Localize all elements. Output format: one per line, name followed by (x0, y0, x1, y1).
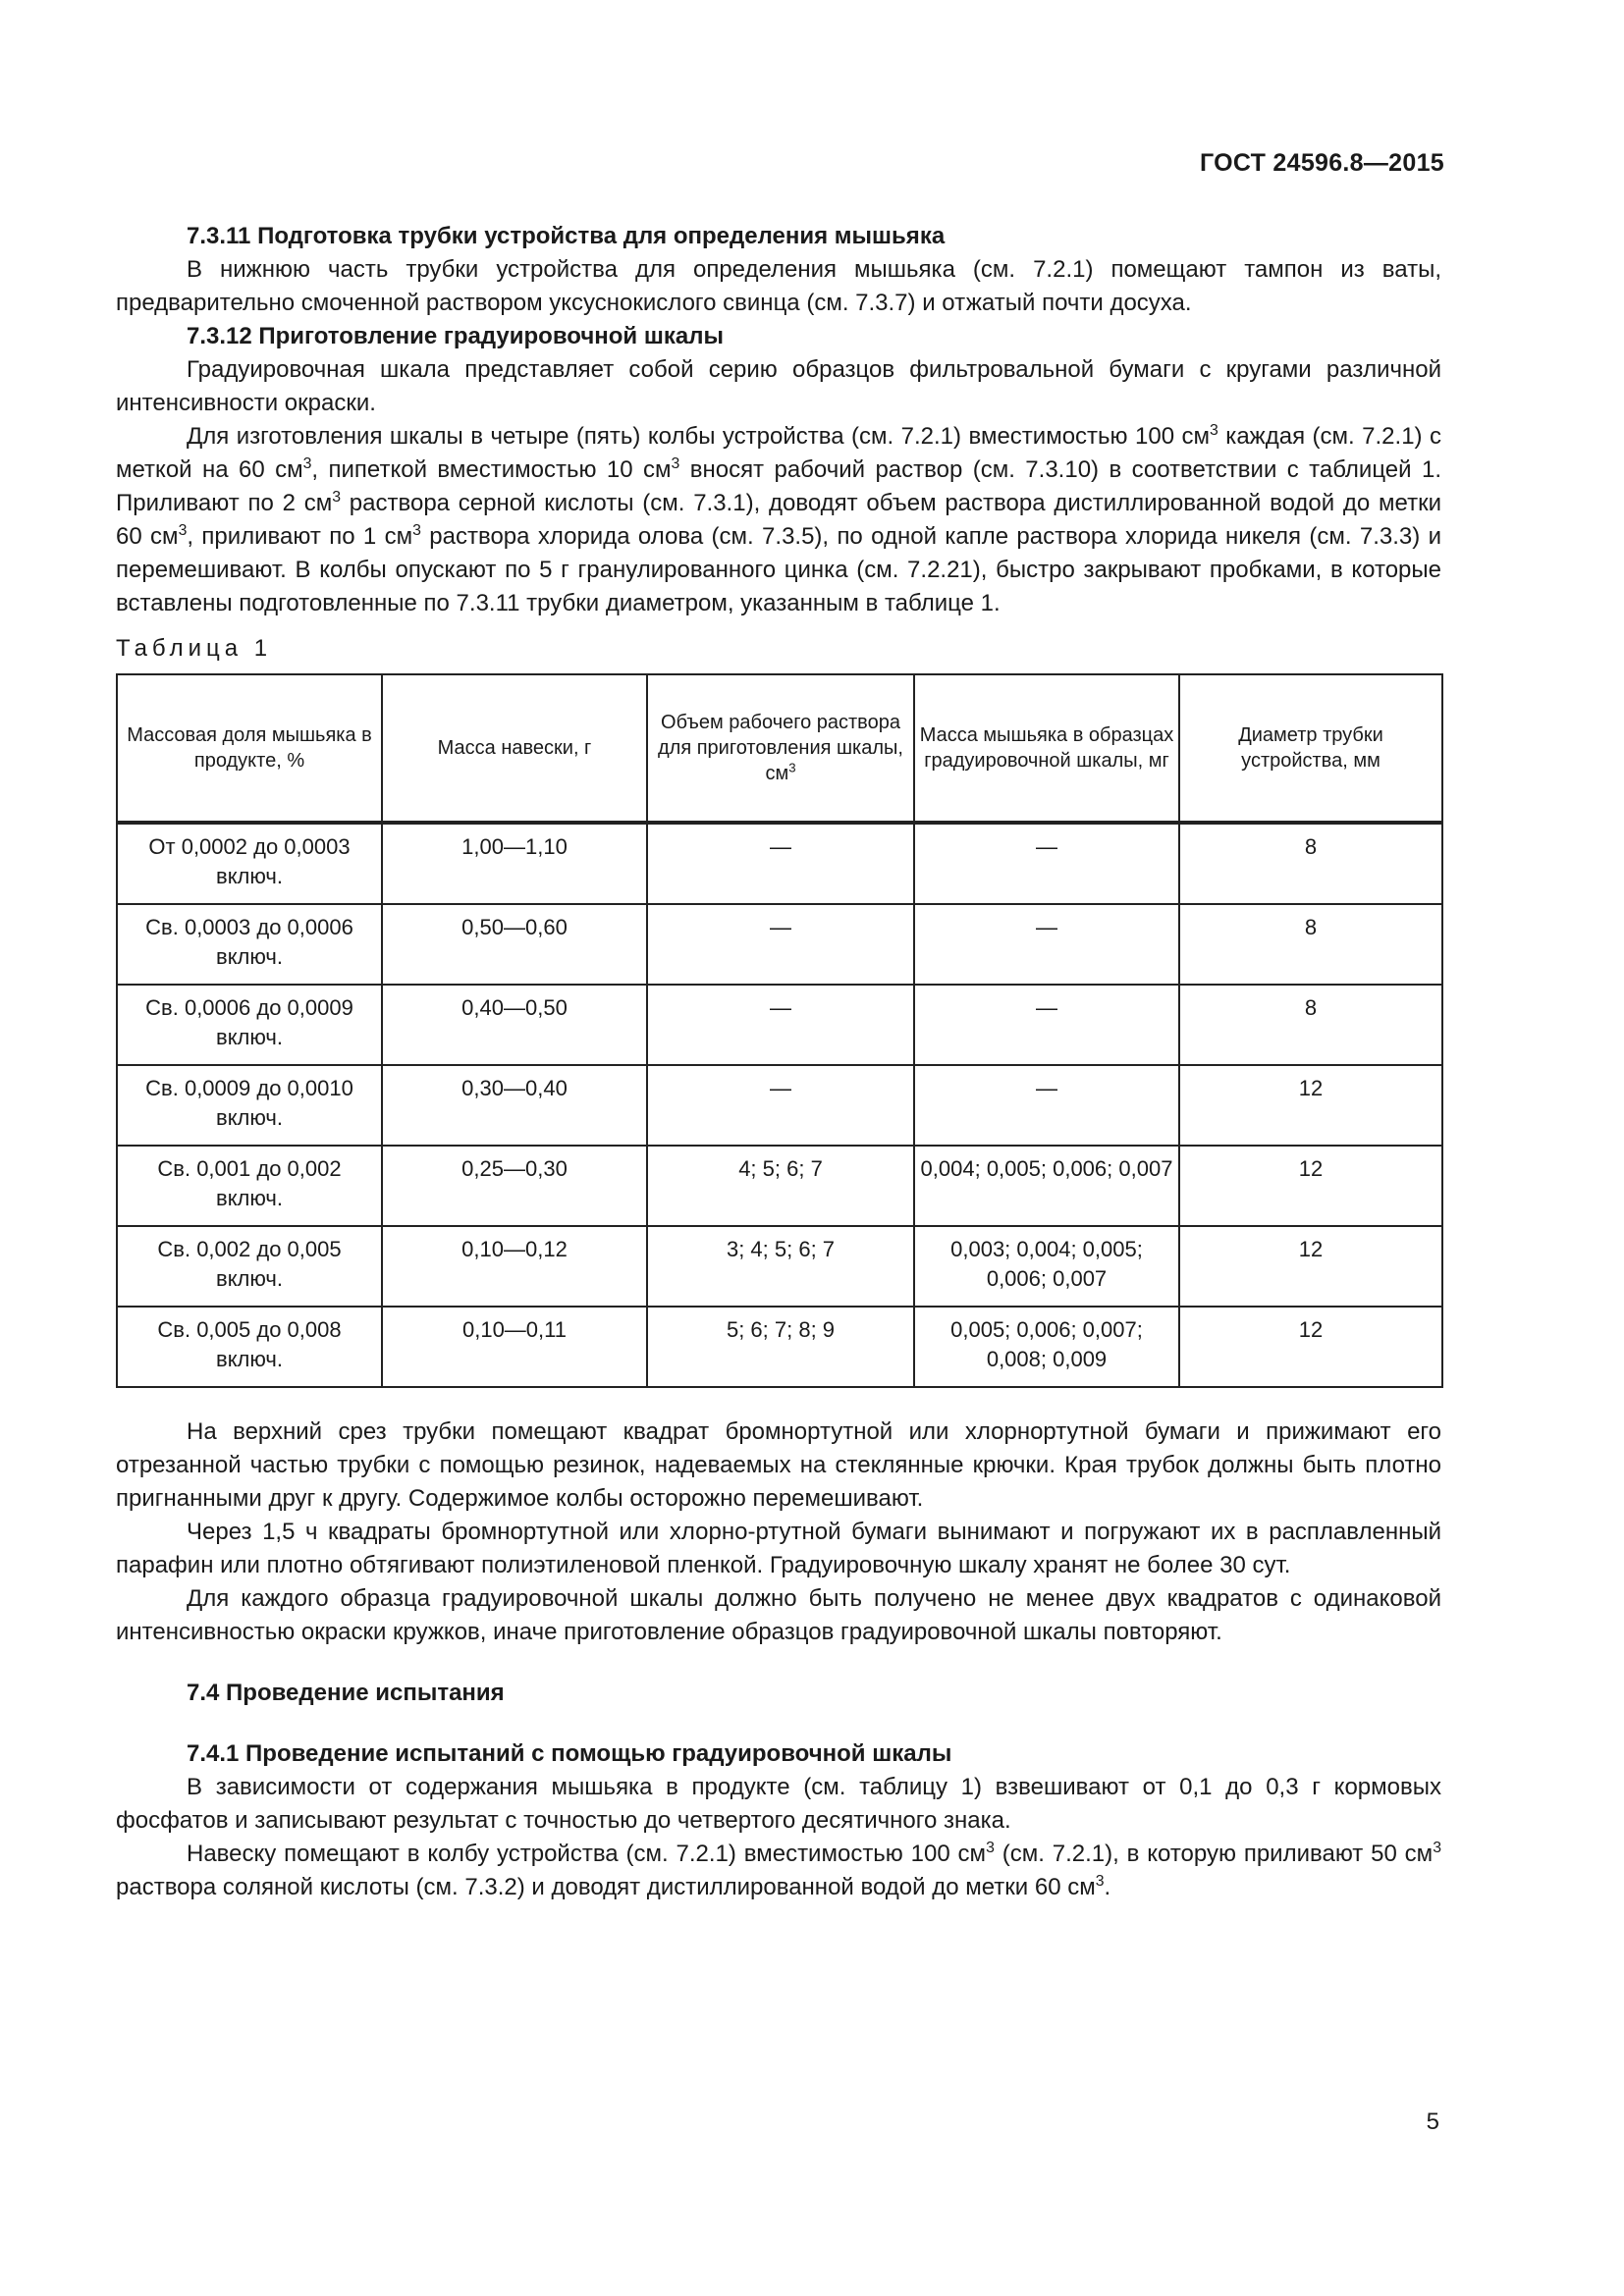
table-cell: — (914, 904, 1179, 985)
section-7-4-1-title: 7.4.1 Проведение испытаний с помощью градуировочной шкалы (187, 1740, 952, 1767)
table-cell: 0,10—0,12 (382, 1226, 647, 1307)
table-cell: Св. 0,002 до 0,005 включ. (117, 1226, 382, 1307)
table-row (117, 1226, 1442, 1307)
table-cell: 12 (1179, 1065, 1442, 1146)
table-cell: 3; 4; 5; 6; 7 (647, 1226, 914, 1307)
table-cell: 0,30—0,40 (382, 1065, 647, 1146)
table-cell: 12 (1179, 1146, 1442, 1226)
table-cell: 12 (1179, 1226, 1442, 1307)
after-table-paragraph-1: На верхний срез трубки помещают квадрат бромнортутной или хлорнортутной бумаги и прижимают его отрезанной частью трубки с помощью резинок, надеваемых на стеклянные крючки. Края трубок должны быть плотно пригнанными друг к другу. Содержимое колбы осторожно перемешивают. (116, 1418, 1441, 1512)
table-cell: — (647, 904, 914, 985)
table-row (117, 1065, 1442, 1146)
table-1 (116, 673, 1443, 1388)
table-row (117, 823, 1442, 904)
section-7-4-1-paragraph-1: В зависимости от содержания мышьяка в продукте (см. таблицу 1) взвешивают от 0,1 до 0,3 г кормовых фосфатов и записывают результат с точностью до четвертого десятичного знака. (116, 1774, 1441, 1834)
table-cell: 1,00—1,10 (382, 823, 647, 904)
table-cell: Св. 0,0009 до 0,0010 включ. (117, 1065, 382, 1146)
table-cell: — (914, 1065, 1179, 1146)
standard-header: ГОСТ 24596.8—2015 (1199, 149, 1444, 177)
section-7-3-11-paragraph: В нижнюю часть трубки устройства для определения мышьяка (см. 7.2.1) помещают тампон из ваты, предварительно смоченной раствором уксуснокислого свинца (см. 7.3.7) и отжатый почти досуха. (116, 256, 1441, 316)
table-cell: От 0,0002 до 0,0003 включ. (117, 823, 382, 904)
page-number: 5 (1426, 2109, 1439, 2135)
section-7-4-1-paragraph-2: Навеску помещают в колбу устройства (см. 7.2.1) вместимостью 100 $см^3$ (см. 7.2.1), в которую приливают 50 $см^3$ раствора соляной кислоты (см. 7.3.2) и доводят дистиллированной водой до метки 60 $см^3$. (116, 1840, 1441, 1900)
table-cell: — (647, 985, 914, 1065)
header-solution-volume: Объем рабочего раствора для приготовления шкалы, $см^3$ (647, 674, 914, 823)
table-cell: 0,005; 0,006; 0,007; 0,008; 0,009 (914, 1307, 1179, 1387)
table-cell: — (914, 985, 1179, 1065)
table-cell: 0,40—0,50 (382, 985, 647, 1065)
table-cell: — (647, 1065, 914, 1146)
table-cell: 12 (1179, 1307, 1442, 1387)
table-row (117, 1307, 1442, 1387)
section-7-3-12-title: 7.3.12 Приготовление градуировочной шкалы (187, 323, 724, 349)
section-7-3-11-title: 7.3.11 Подготовка трубки устройства для определения мышьяка (187, 223, 946, 249)
section-7-4-title: 7.4 Проведение испытания (187, 1680, 505, 1706)
table-cell: 0,003; 0,004; 0,005; 0,006; 0,007 (914, 1226, 1179, 1307)
table-cell: — (914, 823, 1179, 904)
table-cell: Св. 0,005 до 0,008 включ. (117, 1307, 382, 1387)
content (116, 220, 1441, 1904)
after-table-paragraph-3: Для каждого образца градуировочной шкалы должно быть получено не менее двух квадратов с одинаковой интенсивностью окраски кружков, иначе приготовление образцов градуировочной шкалы повторяют. (116, 1585, 1441, 1645)
table-caption: Таблица 1 (116, 635, 273, 662)
table-cell: Св. 0,0006 до 0,0009 включ. (117, 985, 382, 1065)
header-tube-diameter: Диаметр трубки устройства, мм (1179, 674, 1442, 823)
table-cell: Св. 0,0003 до 0,0006 включ. (117, 904, 382, 985)
header-arsenic-mass: Масса мышьяка в образцах градуировочной шкалы, мг (914, 674, 1179, 823)
table-cell: 8 (1179, 823, 1442, 904)
header-mass-fraction: Массовая доля мышьяка в продукте, % (117, 674, 382, 823)
table-row (117, 985, 1442, 1065)
table-cell: 8 (1179, 985, 1442, 1065)
table-cell: 4; 5; 6; 7 (647, 1146, 914, 1226)
table-cell: 8 (1179, 904, 1442, 985)
section-7-3-12-paragraph-2: Для изготовления шкалы в четыре (пять) колбы устройства (см. 7.2.1) вместимостью 100 $см^3$ каждая (см. 7.2.1) с меткой на 60 $см^3$, пипеткой вместимостью 10 $см^3$ вносят рабочий раствор (см. 7.3.10) в соответствии с таблицей 1. Приливают по 2 $см^3$ раствора серной кислоты (см. 7.3.1), доводят объем раствора дистиллированной водой до метки 60 $см^3$, приливают по 1 $см^3$ раствора хлорида олова (см. 7.3.5), по одной капле раствора хлорида никеля (см. 7.3.3) и перемешивают. В колбы опускают по 5 г гранулированного цинка (см. 7.2.21), быстро закрывают пробками, в которые вставлены подготовленные по 7.3.11 трубки диаметром, указанным в таблице 1. (116, 422, 1442, 616)
table-cell: 0,004; 0,005; 0,006; 0,007 (914, 1146, 1179, 1226)
table-header-row (117, 674, 1442, 823)
table-cell: 0,25—0,30 (382, 1146, 647, 1226)
header-sample-mass: Масса навески, г (382, 674, 647, 823)
section-7-3-12-paragraph-1: Градуировочная шкала представляет собой серию образцов фильтровальной бумаги с кругами различной интенсивности окраски. (116, 356, 1441, 416)
table-cell: 0,10—0,11 (382, 1307, 647, 1387)
table-cell: — (647, 823, 914, 904)
table-cell: 5; 6; 7; 8; 9 (647, 1307, 914, 1387)
table-cell: 0,50—0,60 (382, 904, 647, 985)
table-row (117, 904, 1442, 985)
table-row (117, 1146, 1442, 1226)
table-cell: Св. 0,001 до 0,002 включ. (117, 1146, 382, 1226)
after-table-paragraph-2: Через 1,5 ч квадраты бромнортутной или хлорно-ртутной бумаги вынимают и погружают их в расплавленный парафин или плотно обтягивают полиэтиленовой пленкой. Градуировочную шкалу хранят не более 30 сут. (116, 1519, 1441, 1578)
